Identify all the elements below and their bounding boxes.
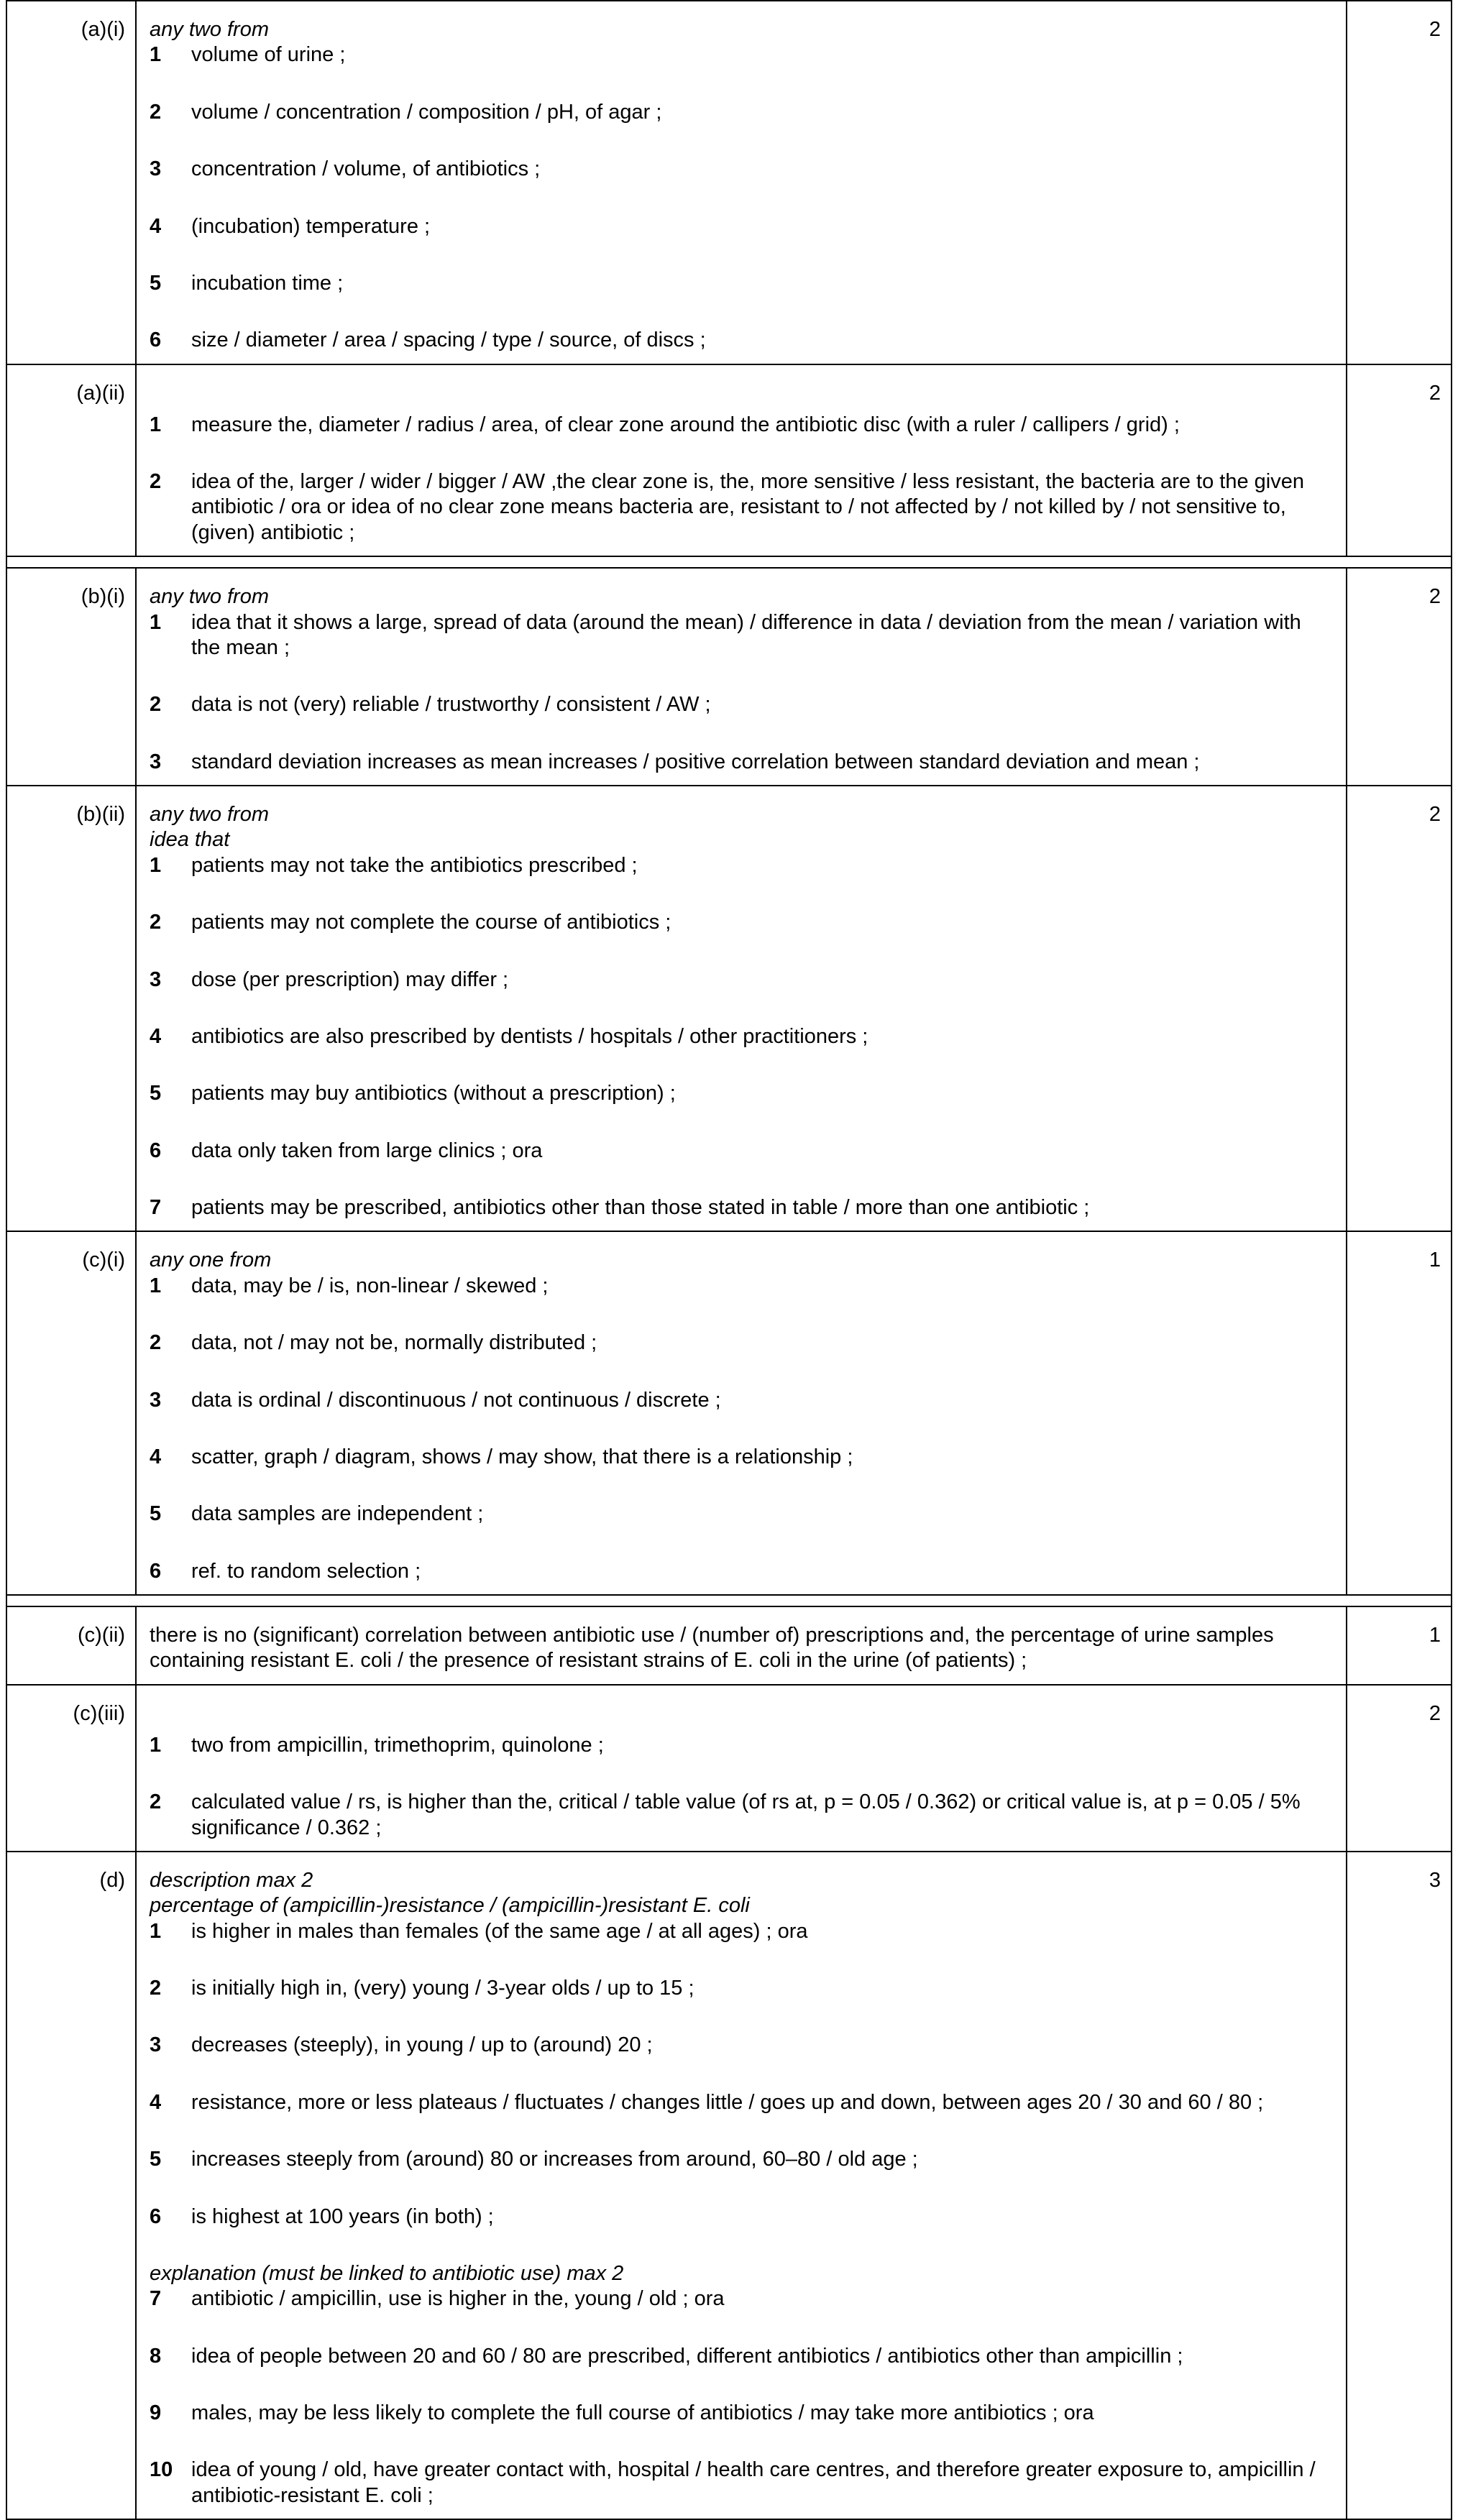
marking-point-number: 2 — [150, 470, 162, 493]
marking-point — [150, 100, 1336, 125]
marking-point-number: 6 — [150, 1559, 162, 1583]
marking-point-number: 2 — [150, 1790, 162, 1814]
question-row — [6, 568, 1452, 786]
question-number-cell — [6, 1852, 136, 2519]
answer-instruction: description max 2 — [150, 1868, 313, 1892]
marking-point — [150, 1919, 1336, 1944]
marking-point — [150, 1502, 1336, 1527]
question-number-cell — [6, 568, 136, 786]
section-separator — [6, 1595, 1452, 1606]
marking-point-number: 6 — [150, 1139, 162, 1162]
marking-point — [150, 610, 1336, 661]
marking-point — [150, 692, 1336, 717]
marking-point-number: 4 — [150, 214, 162, 238]
marking-point-number: 10 — [150, 2458, 173, 2482]
question-number-cell — [6, 1231, 136, 1595]
answer-instruction: any one from — [150, 1248, 272, 1272]
answer-cell — [136, 786, 1347, 1231]
question-number: (b)(i) — [81, 585, 125, 609]
answer-cell — [136, 1852, 1347, 2519]
marking-point — [150, 214, 1336, 239]
marking-point-text: concentration / volume, of antibiotics ; — [191, 157, 541, 181]
marking-point-number: 9 — [150, 2401, 162, 2424]
marking-point-number: 5 — [150, 2148, 162, 2171]
marking-point — [150, 1388, 1336, 1413]
question-number: (c)(iii) — [73, 1701, 125, 1725]
marking-point-text: patients may not complete the course of antibiotics ; — [191, 911, 671, 934]
marking-point-number: 5 — [150, 1502, 162, 1526]
marking-point — [150, 271, 1336, 296]
marks-cell — [1347, 568, 1452, 786]
marking-point-text: dose (per prescription) may differ ; — [191, 967, 509, 991]
marking-point-number: 2 — [150, 100, 162, 124]
marking-point-number: 5 — [150, 1082, 162, 1105]
marking-point-number: 4 — [150, 2090, 162, 2114]
marking-point-text: two from ampicillin, trimethoprim, quinolone ; — [191, 1733, 604, 1757]
marking-point-text: volume / concentration / composition / pH, of agar ; — [191, 100, 662, 124]
marking-point — [150, 2286, 1336, 2312]
marking-point-text: measure the, diameter / radius / area, of clear zone around the antibiotic disc (with a ruler / callipers / grid) ; — [191, 413, 1180, 436]
marking-point-text: patients may buy antibiotics (without a prescription) ; — [191, 1082, 676, 1105]
marking-point-text: idea of young / old, have greater contact with, hospital / health care centres, and therefore greater exposure to, ampicillin / antibiotic-resistant E. coli ; — [191, 2458, 1316, 2507]
marking-point-text: increases steeply from (around) 80 or increases from around, 60–80 / old age ; — [191, 2148, 918, 2171]
question-number: (d) — [99, 1868, 125, 1892]
marking-point-text: scatter, graph / diagram, shows / may show, that there is a relationship ; — [191, 1445, 853, 1468]
marks-value: 2 — [1429, 1701, 1441, 1725]
marking-point-number: 1 — [150, 610, 162, 634]
answer-instruction: any two from — [150, 803, 269, 826]
answer-instruction: explanation (must be linked to antibiotic use) max 2 — [150, 2261, 624, 2285]
answer-instruction: any two from — [150, 18, 269, 41]
marking-point-text: patients may not take the antibiotics prescribed ; — [191, 853, 638, 877]
question-number: (c)(ii) — [77, 1624, 125, 1647]
answer-cell — [136, 364, 1347, 557]
marking-point-number: 2 — [150, 1331, 162, 1355]
marking-point-text: is initially high in, (very) young / 3-year olds / up to 15 ; — [191, 1977, 694, 2000]
marking-point — [150, 2090, 1336, 2115]
marking-point-text: calculated value / rs, is higher than the, critical / table value (of rs at, p = 0.05 / 0.362) or critical value is, at p = 0.05 / 5% significance / 0.362 ; — [191, 1790, 1301, 1839]
marking-point-number: 4 — [150, 1024, 162, 1048]
marks-value: 2 — [1429, 803, 1441, 826]
marking-point — [150, 967, 1336, 993]
marking-point — [150, 1274, 1336, 1299]
question-number: (b)(ii) — [76, 803, 125, 826]
answer-instruction: percentage of (ampicillin-)resistance / (ampicillin-)resistant E. coli — [150, 1894, 750, 1918]
answer-text: there is no (significant) correlation between antibiotic use / (number of) prescriptions and, the percentage of urine samples containing resistant E. coli / the presence of resistant strains of E. coli in the urine (of patients) ; — [150, 1624, 1274, 1673]
marking-point — [150, 2204, 1336, 2230]
answer-cell — [136, 1606, 1347, 1685]
marks-value: 2 — [1429, 381, 1441, 405]
marking-point-number: 8 — [150, 2344, 162, 2368]
marking-point-number: 2 — [150, 1977, 162, 2000]
marking-point-number: 7 — [150, 2287, 162, 2311]
marks-value: 1 — [1429, 1248, 1441, 1272]
marking-point — [150, 750, 1336, 775]
question-row — [6, 1231, 1452, 1595]
question-row — [6, 1606, 1452, 1685]
marking-point-number: 4 — [150, 1445, 162, 1468]
marking-point-number: 1 — [150, 1733, 162, 1757]
marking-point-number: 1 — [150, 853, 162, 877]
answer-cell — [136, 568, 1347, 786]
question-number: (c)(i) — [82, 1248, 125, 1272]
marking-point-number: 3 — [150, 157, 162, 181]
question-row — [6, 364, 1452, 557]
mark-scheme-table — [6, 0, 1452, 2520]
marking-point-text: idea of people between 20 and 60 / 80 are prescribed, different antibiotics / antibiotics other than ampicillin ; — [191, 2344, 1183, 2368]
mark-scheme-page — [6, 0, 1452, 2520]
marking-point-text: antibiotic / ampicillin, use is higher in the, young / old ; ora — [191, 2287, 725, 2311]
marking-point-text: idea that it shows a large, spread of data (around the mean) / difference in data / deviation from the mean / variation with the mean ; — [191, 610, 1301, 659]
marking-point — [150, 413, 1336, 438]
marks-value: 1 — [1429, 1624, 1441, 1647]
marks-cell — [1347, 1685, 1452, 1852]
marking-point-number: 7 — [150, 1196, 162, 1219]
marking-point-text: data is ordinal / discontinuous / not continuous / discrete ; — [191, 1388, 721, 1412]
answer-cell — [136, 1, 1347, 364]
marking-point-text: data only taken from large clinics ; ora — [191, 1139, 543, 1162]
marking-point-number: 6 — [150, 2204, 162, 2228]
marking-point-number: 1 — [150, 1274, 162, 1297]
question-number-cell — [6, 1606, 136, 1685]
answer-cell — [136, 1685, 1347, 1852]
marking-point-text: decreases (steeply), in young / up to (around) 20 ; — [191, 2033, 653, 2057]
question-number-cell — [6, 1, 136, 364]
marking-point-text: males, may be less likely to complete the full course of antibiotics / may take more antibiotics ; ora — [191, 2401, 1094, 2424]
marks-value: 2 — [1429, 585, 1441, 609]
marking-point-text: resistance, more or less plateaus / fluctuates / changes little / goes up and down, between ages 20 / 30 and 60 / 80 ; — [191, 2090, 1264, 2114]
marks-cell — [1347, 1852, 1452, 2519]
marking-point-text: size / diameter / area / spacing / type / source, of discs ; — [191, 328, 706, 352]
marking-point — [150, 2344, 1336, 2369]
marking-point — [150, 1081, 1336, 1106]
marking-point — [150, 1139, 1336, 1164]
marking-point-text: data, may be / is, non-linear / skewed ; — [191, 1274, 549, 1297]
answer-instruction: any two from — [150, 585, 269, 609]
marking-point-text: volume of urine ; — [191, 43, 346, 67]
question-number: (a)(ii) — [76, 381, 125, 405]
marking-point-number: 1 — [150, 1919, 162, 1943]
question-row — [6, 1685, 1452, 1852]
answer-instruction: idea that — [150, 828, 230, 852]
marking-point — [150, 1559, 1336, 1584]
marking-point — [150, 910, 1336, 935]
marking-point-text: is highest at 100 years (in both) ; — [191, 2204, 494, 2228]
marking-point-text: antibiotics are also prescribed by dentists / hospitals / other practitioners ; — [191, 1024, 868, 1048]
marking-point — [150, 1445, 1336, 1470]
marking-point — [150, 42, 1336, 68]
question-number-cell — [6, 786, 136, 1231]
marking-point — [150, 2401, 1336, 2426]
marking-point — [150, 1330, 1336, 1356]
marking-point-number: 3 — [150, 967, 162, 991]
question-row — [6, 1852, 1452, 2519]
marking-point-number: 1 — [150, 413, 162, 436]
marking-point — [150, 328, 1336, 353]
marking-point — [150, 1790, 1336, 1841]
marking-point-number: 6 — [150, 328, 162, 352]
marking-point — [150, 157, 1336, 182]
marks-value: 2 — [1429, 18, 1441, 41]
question-number: (a)(i) — [81, 18, 125, 41]
section-separator — [6, 556, 1452, 568]
marking-point-number: 1 — [150, 43, 162, 67]
marks-cell — [1347, 786, 1452, 1231]
marking-point-text: data, not / may not be, normally distributed ; — [191, 1331, 597, 1355]
marking-point — [150, 2457, 1336, 2508]
marking-point-text: ref. to random selection ; — [191, 1559, 421, 1583]
marking-point — [150, 1195, 1336, 1220]
question-number-cell — [6, 1685, 136, 1852]
question-row — [6, 786, 1452, 1231]
marking-point-number: 3 — [150, 750, 162, 773]
marks-cell — [1347, 1606, 1452, 1685]
marks-value: 3 — [1429, 1868, 1441, 1892]
marks-cell — [1347, 1, 1452, 364]
marking-point — [150, 1733, 1336, 1758]
marking-point-text: (incubation) temperature ; — [191, 214, 431, 238]
marking-point — [150, 1024, 1336, 1049]
answer-group — [150, 2261, 1336, 2508]
marking-point-number: 3 — [150, 2033, 162, 2057]
question-number-cell — [6, 364, 136, 557]
marking-point-text: standard deviation increases as mean increases / positive correlation between standard deviation and mean ; — [191, 750, 1200, 773]
question-row — [6, 1, 1452, 364]
marking-point-number: 2 — [150, 911, 162, 934]
marking-point — [150, 853, 1336, 878]
marking-point-text: data samples are independent ; — [191, 1502, 484, 1526]
marking-point-text: data is not (very) reliable / trustworthy / consistent / AW ; — [191, 693, 711, 717]
marking-point-number: 2 — [150, 693, 162, 717]
marking-point — [150, 1976, 1336, 2001]
marks-cell — [1347, 364, 1452, 557]
marking-point-number: 3 — [150, 1388, 162, 1412]
marking-point — [150, 2033, 1336, 2058]
marking-point-text: is higher in males than females (of the same age / at all ages) ; ora — [191, 1919, 808, 1943]
marking-point-text: patients may be prescribed, antibiotics other than those stated in table / more than one antibiotic ; — [191, 1196, 1090, 1219]
marking-point — [150, 469, 1336, 546]
marks-cell — [1347, 1231, 1452, 1595]
answer-cell — [136, 1231, 1347, 1595]
marking-point-text: idea of the, larger / wider / bigger / AW ,the clear zone is, the, more sensitive / less resistant, the bacteria are to the given antibiotic / ora or idea of no clear zone means bacteria are, resistant to / not affected by / not killed by / not sensitive to, (given) antibiotic ; — [191, 470, 1304, 544]
marking-point — [150, 2147, 1336, 2172]
marking-point-number: 5 — [150, 271, 162, 295]
marking-point-text: incubation time ; — [191, 271, 344, 295]
